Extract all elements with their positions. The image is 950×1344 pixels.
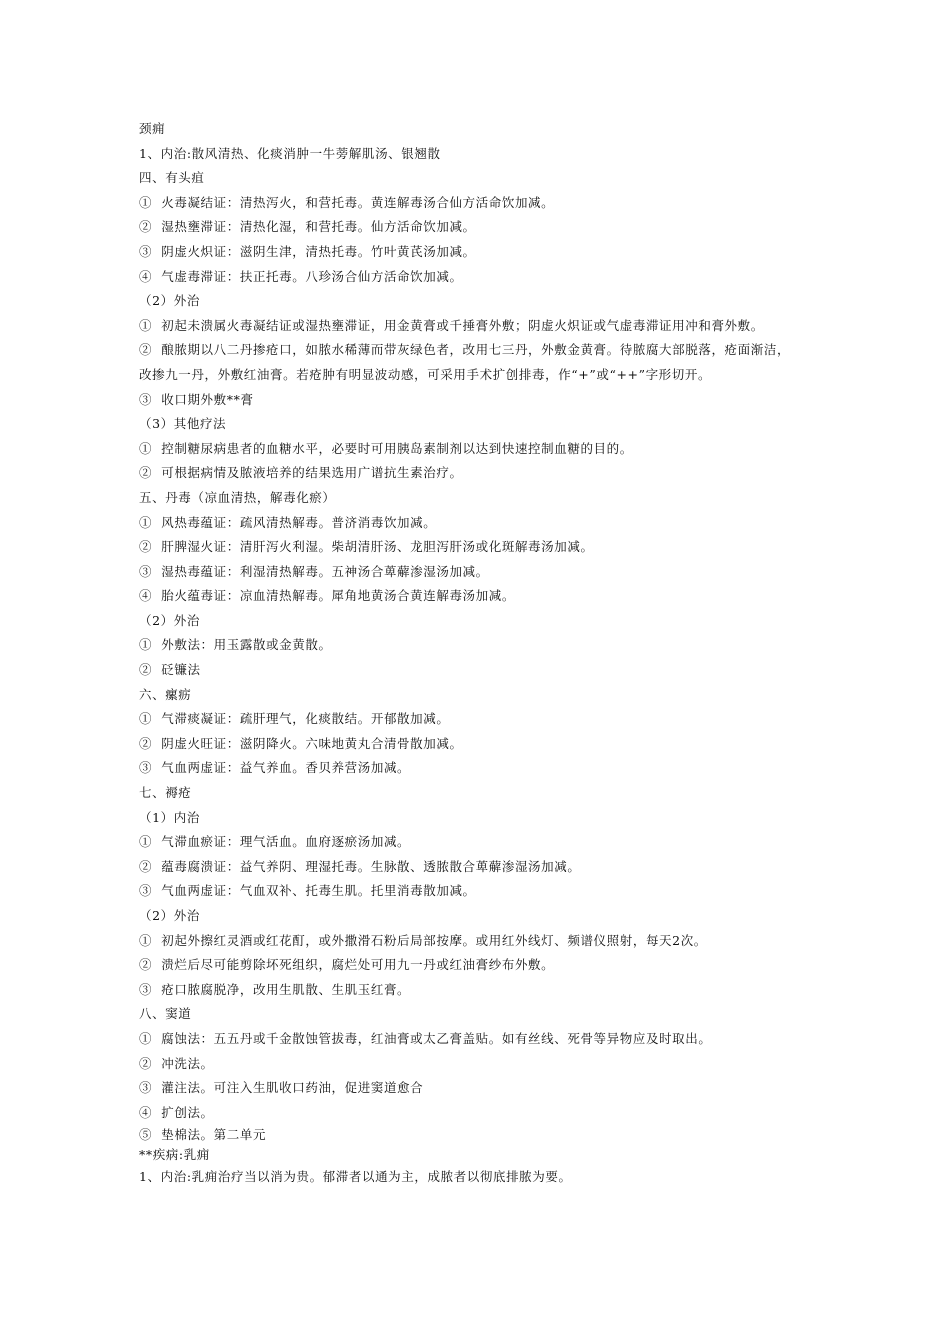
text-line: ③ 收口期外敷**膏 [139,391,254,407]
text-line: ① 外敷法：用玉露散或金黄散。 [139,637,332,653]
text-line: ② 冲洗法。 [139,1055,214,1071]
subsection-heading: （2）外治 [139,908,200,923]
section-heading: 七、褥疮 [139,785,192,801]
text-line: ① 腐蚀法：五五丹或千金散蚀管拔毒，红油膏或太乙膏盖贴。如有丝线、死骨等异物应及时取出。 [139,1030,712,1046]
text-line: ④ 胎火蕴毒证：凉血清热解毒。犀角地黄汤合黄连解毒汤加减。 [139,588,515,604]
text-line: ② 肝脾湿火证：清肝泻火利湿。柴胡清肝汤、龙胆泻肝汤或化斑解毒汤加减。 [139,539,594,555]
text-line: ① 初起外擦红灵酒或红花酊，或外撒滑石粉后局部按摩。或用红外线灯、频谱仪照射，每天2次。 [139,932,707,948]
text-line: ③ 气血两虚证：益气养血。香贝养营汤加减。 [139,760,411,776]
text-line: ① 初起未溃属火毒凝结证或湿热壅滞证，用金黄膏或千捶膏外敷；阴虚火炽证或气虚毒滞证用冲和膏外敷。 [139,317,764,333]
text-line: 1、内治:乳痈治疗当以消为贵。郁滞者以通为主，成脓者以彻底排脓为要。 [139,1169,572,1185]
text-line: ④ 扩创法。 [139,1104,214,1120]
text-line: ④ 气虚毒滞证：扶正托毒。八珍汤合仙方活命饮加减。 [139,268,463,284]
text-line: ① 控制糖尿病患者的血糖水平，必要时可用胰岛素制剂以达到快速控制血糖的目的。 [139,440,633,456]
text-line: ② 阴虚火旺证：滋阴降火。六味地黄丸合清骨散加减。 [139,735,463,751]
text-line: ② 湿热壅滞证：清热化湿，和营托毒。仙方活命饮加减。 [139,219,476,235]
text-line: ③ 湿热毒蕴证：利湿清热解毒。五神汤合萆薢渗湿汤加减。 [139,563,489,579]
section-heading: 四、有头疽 [139,170,205,186]
text-line: ② 溃烂后尽可能剪除坏死组织，腐烂处可用九一丹或红油膏纱布外敷。 [139,957,555,973]
subsection-heading: （2）外治 [139,293,200,309]
text-line: 颈痈 [139,121,166,136]
section-heading: **疾病:乳痈 [139,1147,210,1163]
text-line: ③ 灌注法。可注入生肌收口药油，促进窦道愈合 [139,1080,424,1096]
section-heading: 八、窦道 [139,1006,192,1022]
section-heading: 六、瘰疬 [139,686,192,702]
text-line: ② 砭镰法 [139,662,201,678]
text-line: ③ 阴虚火炽证：滋阴生津，清热托毒。竹叶黄芪汤加减。 [139,243,476,259]
text-line: ① 风热毒蕴证：疏风清热解毒。普济消毒饮加减。 [139,514,437,530]
text-line: ① 火毒凝结证：清热泻火，和营托毒。黄连解毒汤合仙方活命饮加减。 [139,194,555,210]
section-heading: 五、丹毒（凉血清热，解毒化瘀） [139,489,336,505]
subsection-heading: （2）外治 [139,612,200,628]
subsection-heading: （3）其他疗法 [139,416,227,432]
text-line: ③ 气血两虚证：气血双补、托毒生肌。托里消毒散加减。 [139,883,476,899]
text-line: ⑤ 垫棉法。第二单元 [139,1127,267,1143]
text-line: ① 气滞痰凝证：疏肝理气，化痰散结。开郁散加减。 [139,711,450,727]
text-line: ③ 疮口脓腐脱净，改用生肌散、生肌玉红膏。 [139,981,411,997]
text-line: 改掺九一丹，外敷红油膏。若疮肿有明显波动感，可采用手术扩创排毒，作“+”或“++”字形切开。 [139,366,712,382]
text-line: ② 可根据病情及脓液培养的结果选用广谱抗生素治疗。 [139,465,463,481]
subsection-heading: （1）内治 [139,809,200,825]
text-line: ② 蕴毒腐溃证：益气养阴、理湿托毒。生脉散、透脓散合萆薢渗湿汤加减。 [139,858,581,874]
text-line: 1、内治:散风清热、化痰消肿一牛蒡解肌汤、银翘散 [139,145,441,161]
document-body [139,117,839,1190]
text-line: ② 酿脓期以八二丹掺疮口，如脓水稀薄而带灰绿色者，改用七三丹，外敷金黄膏。待脓腐大部脱落，疮面渐洁， [139,342,791,358]
text-line: ① 气滞血瘀证：理气活血。血府逐瘀汤加减。 [139,834,411,850]
